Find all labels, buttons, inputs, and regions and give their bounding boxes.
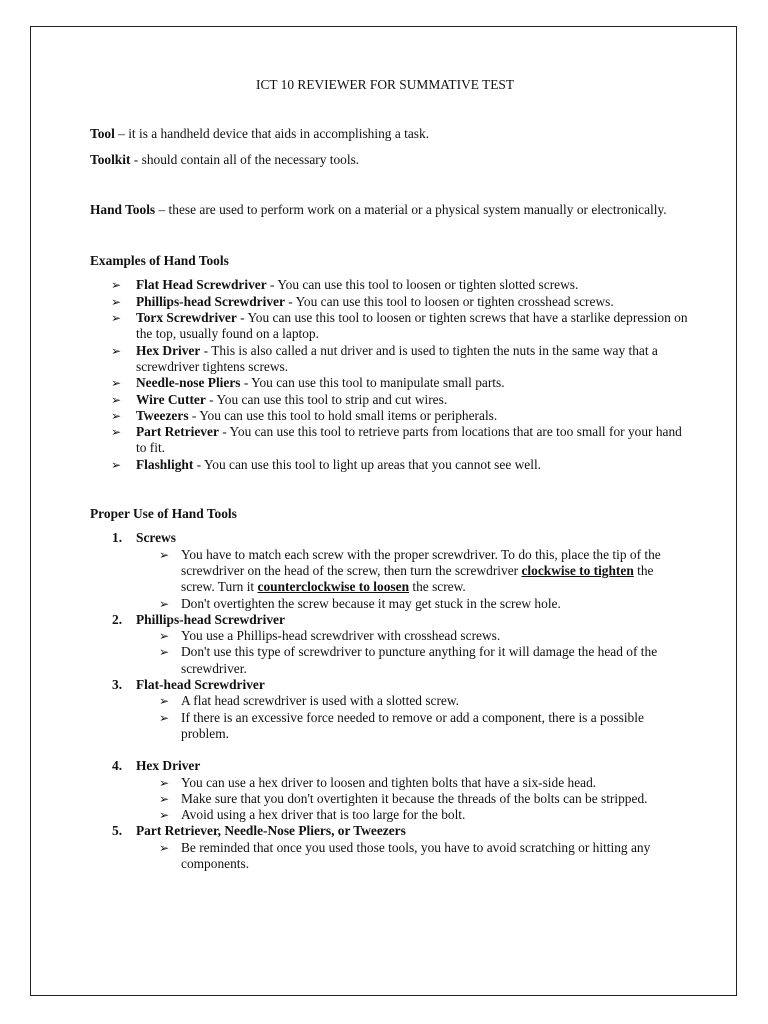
list-item: ➢ If there is an excessive force needed to remove or add a component, there is a possible problem.: [159, 709, 644, 741]
arrow-bullet-icon: ➢: [159, 775, 170, 790]
section-number: 2.: [112, 611, 123, 627]
arrow-bullet-icon: ➢: [111, 294, 122, 309]
list-item: ➢ Phillips-head Screwdriver - You can use this tool to loosen or tighten crosshead screws.: [111, 293, 614, 309]
definition-hand-tools-text: – these are used to perform work on a material or a physical system manually or electronically.: [155, 201, 667, 217]
document-title: ICT 10 REVIEWER FOR SUMMATIVE TEST: [255, 77, 515, 92]
term-toolkit: Toolkit: [90, 151, 131, 167]
list-item: ➢ You have to match each screw with the proper screwdriver. To do this, place the tip of the screwdriver on the head of the screw, then turn the screwdriver clockwise to tighten the screw. Turn it counterclockwise to loosen the screw.: [159, 546, 661, 595]
arrow-bullet-icon: ➢: [159, 694, 170, 709]
list-item: ➢ You can use a hex driver to loosen and tighten bolts that have a six-side head.: [159, 774, 597, 790]
arrow-bullet-icon: ➢: [159, 808, 170, 823]
list-item: ➢ Part Retriever - You can use this tool to retrieve parts from locations that are too small for your hand to fit.: [111, 424, 682, 456]
section-number: 5.: [112, 823, 123, 839]
section-number: 4.: [112, 758, 123, 774]
arrow-bullet-icon: ➢: [159, 629, 170, 644]
list-item: ➢ A flat head screwdriver is used with a slotted screw.: [159, 693, 460, 709]
list-item: ➢ You use a Phillips-head screwdriver with crosshead screws.: [159, 628, 501, 644]
section-title: Phillips-head Screwdriver: [136, 611, 285, 627]
list-item: ➢ Wire Cutter - You can use this tool to strip and cut wires.: [111, 391, 448, 407]
numbered-section: [90, 530, 690, 611]
arrow-bullet-icon: ➢: [159, 840, 170, 855]
arrow-bullet-icon: ➢: [111, 392, 122, 407]
list-item: ➢ Tweezers - You can use this tool to hold small items or peripherals.: [111, 407, 498, 423]
definition-tool-text: – it is a handheld device that aids in accomplishing a task.: [114, 126, 430, 142]
definition-toolkit: [90, 152, 690, 168]
arrow-bullet-icon: ➢: [111, 311, 122, 326]
proper-use-list: [90, 530, 690, 872]
list-item: ➢ Needle-nose Pliers - You can use this tool to manipulate small parts.: [111, 375, 505, 391]
arrow-bullet-icon: ➢: [111, 376, 122, 391]
list-item: ➢ Avoid using a hex driver that is too large for the bolt.: [159, 807, 466, 823]
arrow-bullet-icon: ➢: [159, 596, 170, 611]
section-title: Part Retriever, Needle-Nose Pliers, or Tweezers: [136, 823, 406, 839]
arrow-bullet-icon: ➢: [159, 791, 170, 806]
sub-bullet-list: [136, 775, 690, 824]
numbered-section: [90, 677, 690, 742]
list-item: ➢ Don't overtighten the screw because it may get stuck in the screw hole.: [159, 595, 561, 611]
list-item: ➢ Don't use this type of screwdriver to puncture anything for it will damage the head of the screwdriver.: [159, 644, 658, 676]
list-item: ➢ Flat Head Screwdriver - You can use this tool to loosen or tighten slotted screws.: [111, 277, 579, 293]
examples-heading: Examples of Hand Tools: [90, 253, 229, 269]
arrow-bullet-icon: ➢: [159, 645, 170, 660]
document-body: [90, 77, 690, 872]
arrow-bullet-icon: ➢: [159, 547, 170, 562]
arrow-bullet-icon: ➢: [111, 425, 122, 440]
arrow-bullet-icon: ➢: [111, 457, 122, 472]
arrow-bullet-icon: ➢: [111, 408, 122, 423]
sub-bullet-list: [136, 547, 690, 612]
sub-bullet-list: [136, 628, 690, 677]
numbered-section: [90, 823, 690, 872]
section-number: 3.: [112, 677, 123, 693]
term-tool: Tool: [90, 126, 115, 142]
definition-hand-tools: [90, 202, 690, 218]
section-title: Hex Driver: [136, 758, 201, 774]
list-item: ➢ Be reminded that once you used those tools, you have to avoid scratching or hitting any components.: [159, 839, 651, 871]
arrow-bullet-icon: ➢: [111, 343, 122, 358]
definition-toolkit-text: - should contain all of the necessary tools.: [130, 151, 360, 167]
numbered-section: [90, 758, 690, 823]
section-title: Flat-head Screwdriver: [136, 677, 265, 693]
examples-list: [90, 277, 690, 473]
numbered-section: [90, 612, 690, 677]
arrow-bullet-icon: ➢: [111, 278, 122, 293]
sub-bullet-list: [136, 693, 690, 742]
arrow-bullet-icon: ➢: [159, 710, 170, 725]
definition-tool: [90, 126, 690, 142]
list-item: ➢ Flashlight - You can use this tool to light up areas that you cannot see well.: [111, 456, 542, 472]
proper-use-heading: Proper Use of Hand Tools: [90, 506, 237, 522]
list-item: ➢ Hex Driver - This is also called a nut driver and is used to tighten the nuts in the same way that a screwdriver tightens screws.: [111, 342, 658, 374]
list-item: ➢ Torx Screwdriver - You can use this tool to loosen or tighten screws that have a starlike depression on the top, usually found on a laptop.: [111, 310, 688, 342]
section-title: Screws: [136, 530, 176, 546]
sub-bullet-list: [136, 840, 690, 873]
term-hand-tools: Hand Tools: [90, 201, 156, 217]
list-item: ➢ Make sure that you don't overtighten it because the threads of the bolts can be stripped.: [159, 790, 648, 806]
section-number: 1.: [112, 530, 123, 546]
